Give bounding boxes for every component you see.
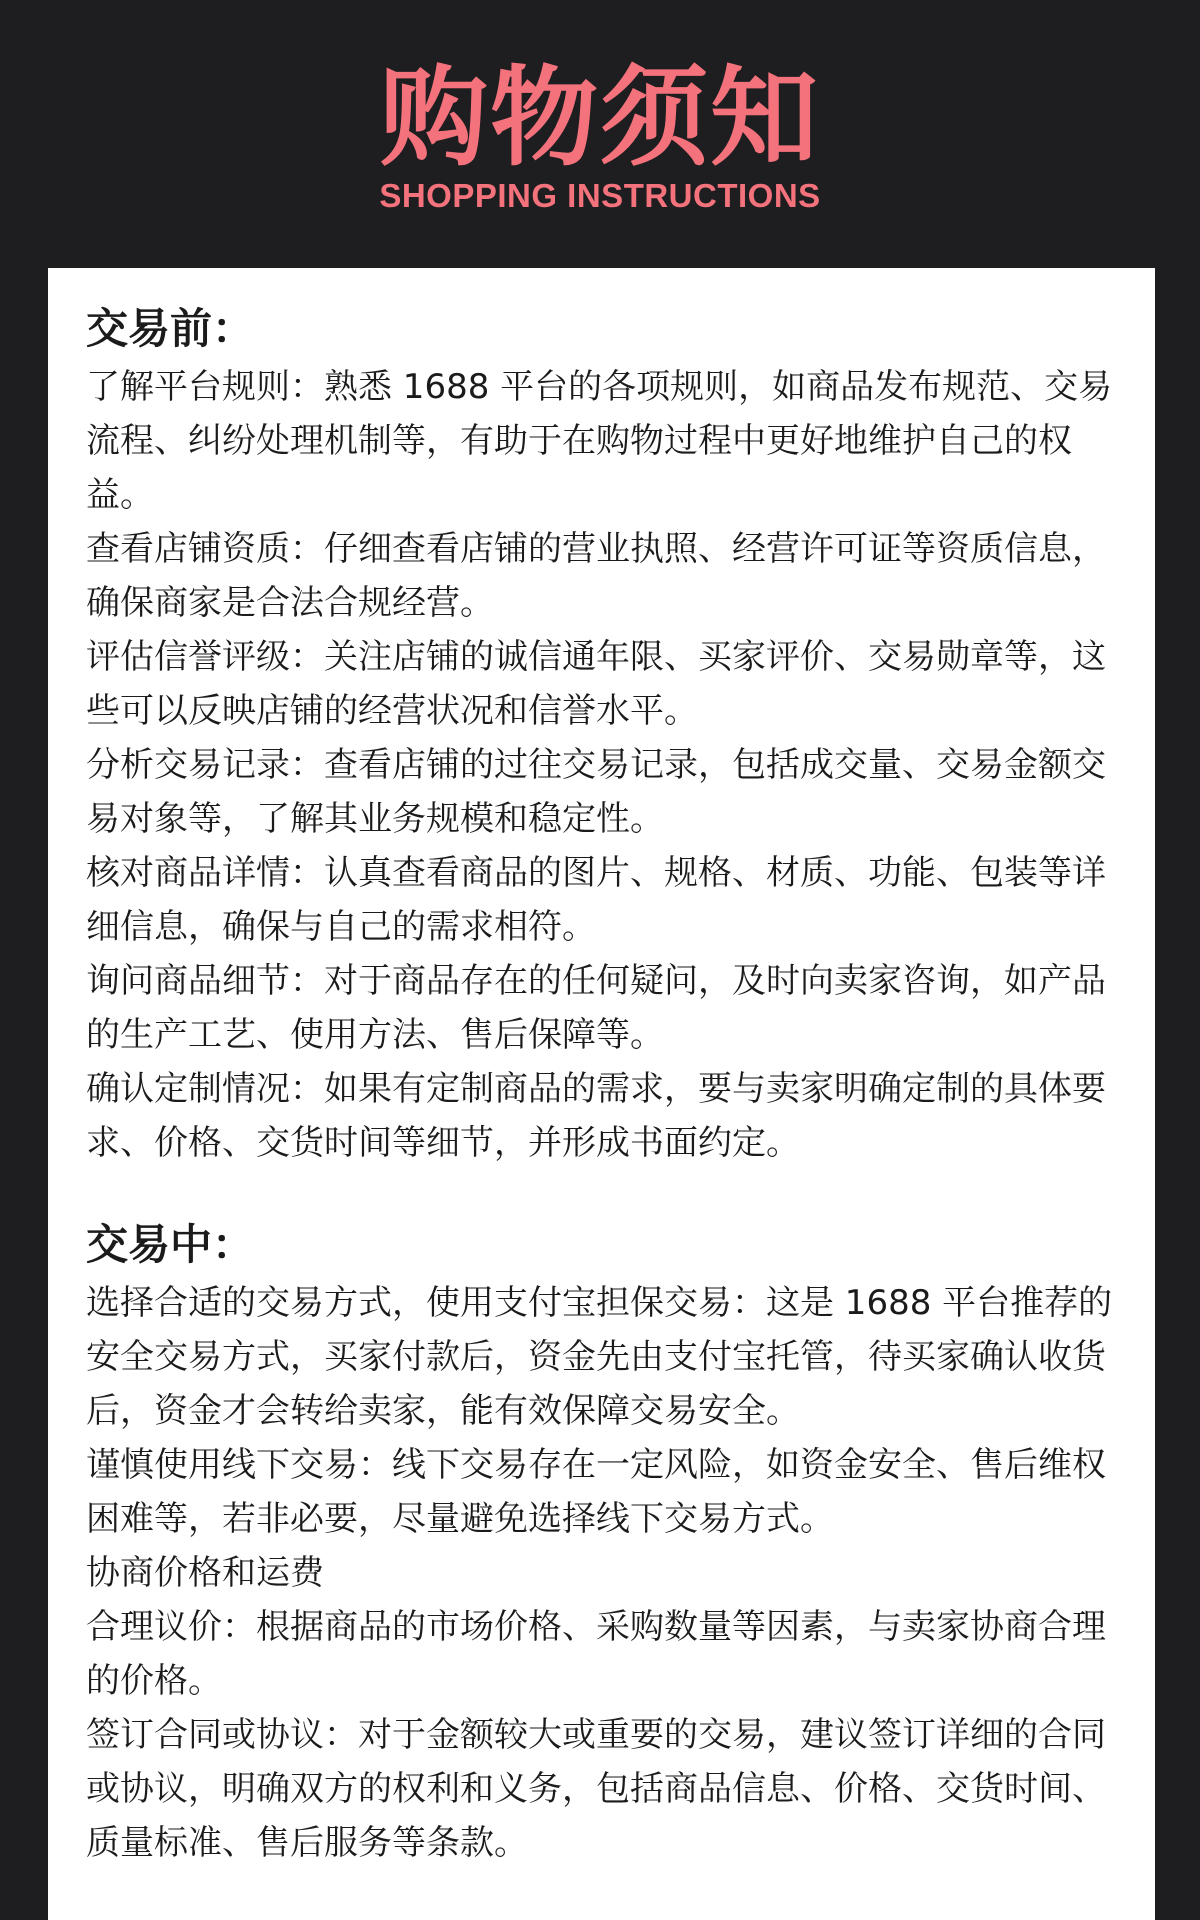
paragraph: 合理议价：根据商品的市场价格、采购数量等因素，与卖家协商合理的价格。 <box>86 1607 1106 1701</box>
paragraph: 评估信誉评级：关注店铺的诚信通年限、买家评价、交易勋章等，这些可以反映店铺的经营状况和信誉水平。 <box>86 637 1106 731</box>
page-title: 购物须知 <box>379 56 820 181</box>
paragraph: 谨慎使用线下交易：线下交易存在一定风险，如资金安全、售后维权困难等，若非必要，尽量避免选择线下交易方式。 <box>86 1445 1106 1539</box>
page-header <box>0 0 1200 268</box>
instructions-card <box>48 268 1155 1920</box>
paragraph: 确认定制情况：如果有定制商品的需求，要与卖家明确定制的具体要求、价格、交货时间等细节，并形成书面约定。 <box>86 1069 1106 1163</box>
paragraph: 核对商品详情：认真查看商品的图片、规格、材质、功能、包装等详细信息，确保与自己的需求相符。 <box>86 853 1106 947</box>
paragraph: 选择合适的交易方式，使用支付宝担保交易：这是 1688 平台推荐的安全交易方式，买家付款后，资金先由支付宝托管，待买家确认收货后，资金才会转给卖家，能有效保障交易安全。 <box>86 1283 1113 1431</box>
section-heading-before-trade: 交易前： <box>86 304 255 353</box>
instructions-content <box>86 302 1122 1870</box>
paragraph: 了解平台规则：熟悉 1688 平台的各项规则，如商品发布规范、交易流程、纠纷处理机制等，有助于在购物过程中更好地维护自己的权益。 <box>86 367 1113 515</box>
page-subtitle: SHOPPING INSTRUCTIONS <box>379 177 821 214</box>
paragraph: 分析交易记录：查看店铺的过往交易记录，包括成交量、交易金额交易对象等，了解其业务规模和稳定性。 <box>86 745 1106 839</box>
paragraph: 询问商品细节：对于商品存在的任何疑问，及时向卖家咨询，如产品的生产工艺、使用方法、售后保障等。 <box>86 961 1106 1055</box>
paragraph: 查看店铺资质：仔细查看店铺的营业执照、经营许可证等资质信息，确保商家是合法合规经营。 <box>86 529 1106 623</box>
paragraph: 签订合同或协议：对于金额较大或重要的交易，建议签订详细的合同或协议，明确双方的权利和义务，包括商品信息、价格、交货时间、质量标准、售后服务等条款。 <box>86 1715 1106 1863</box>
section-heading-during-trade: 交易中： <box>86 1220 255 1269</box>
paragraph: 协商价格和运费 <box>86 1553 324 1593</box>
